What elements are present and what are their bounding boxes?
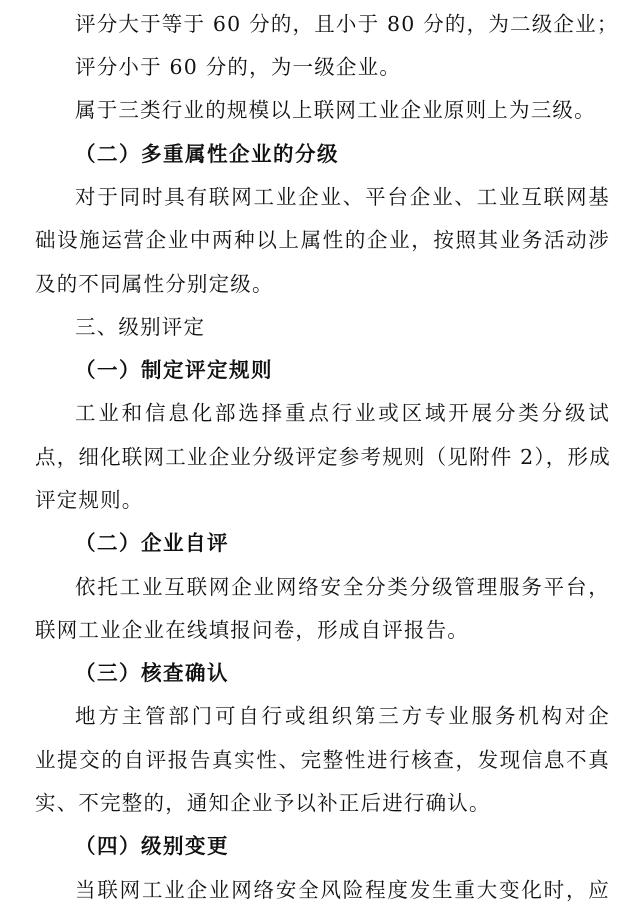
subsection-heading: （四）级别变更: [75, 834, 229, 858]
paragraph-line: 实、不完整的，通知企业予以补正后进行确认。: [35, 791, 491, 815]
paragraph-line: 当联网工业企业网络安全风险程度发生重大变化时，应: [75, 878, 610, 902]
paragraph-line: 点，细化联网工业企业分级评定参考规则（见附件 2），形成: [35, 445, 611, 469]
paragraph-line: 业提交的自评报告真实性、完整性进行核查，发现信息不真: [35, 748, 610, 772]
paragraph-line: 评定规则。: [35, 488, 144, 512]
subsection-heading: （二）企业自评: [75, 531, 229, 555]
section-heading: 三、级别评定: [75, 315, 206, 339]
paragraph-line: 评分小于 60 分的，为一级企业。: [75, 55, 402, 79]
paragraph-line: 对于同时具有联网工业企业、平台企业、工业互联网基: [75, 185, 610, 209]
paragraph-line: 工业和信息化部选择重点行业或区域开展分类分级试: [75, 401, 610, 425]
paragraph-line: 评分大于等于 60 分的，且小于 80 分的，为二级企业；: [75, 12, 619, 36]
subsection-heading: （三）核查确认: [75, 661, 229, 685]
paragraph-line: 及的不同属性分别定级。: [35, 272, 274, 296]
paragraph-line: 联网工业企业在线填报问卷，形成自评报告。: [35, 618, 469, 642]
paragraph-line: 依托工业互联网企业网络安全分类分级管理服务平台，: [75, 575, 610, 599]
paragraph-line: 属于三类行业的规模以上联网工业企业原则上为三级。: [75, 98, 596, 122]
paragraph-line: 地方主管部门可自行或组织第三方专业服务机构对企: [75, 704, 610, 728]
subsection-heading: （二）多重属性企业的分级: [75, 142, 339, 166]
paragraph-line: 础设施运营企业中两种以上属性的企业，按照其业务活动涉: [35, 228, 610, 252]
subsection-heading: （一）制定评定规则: [75, 358, 273, 382]
